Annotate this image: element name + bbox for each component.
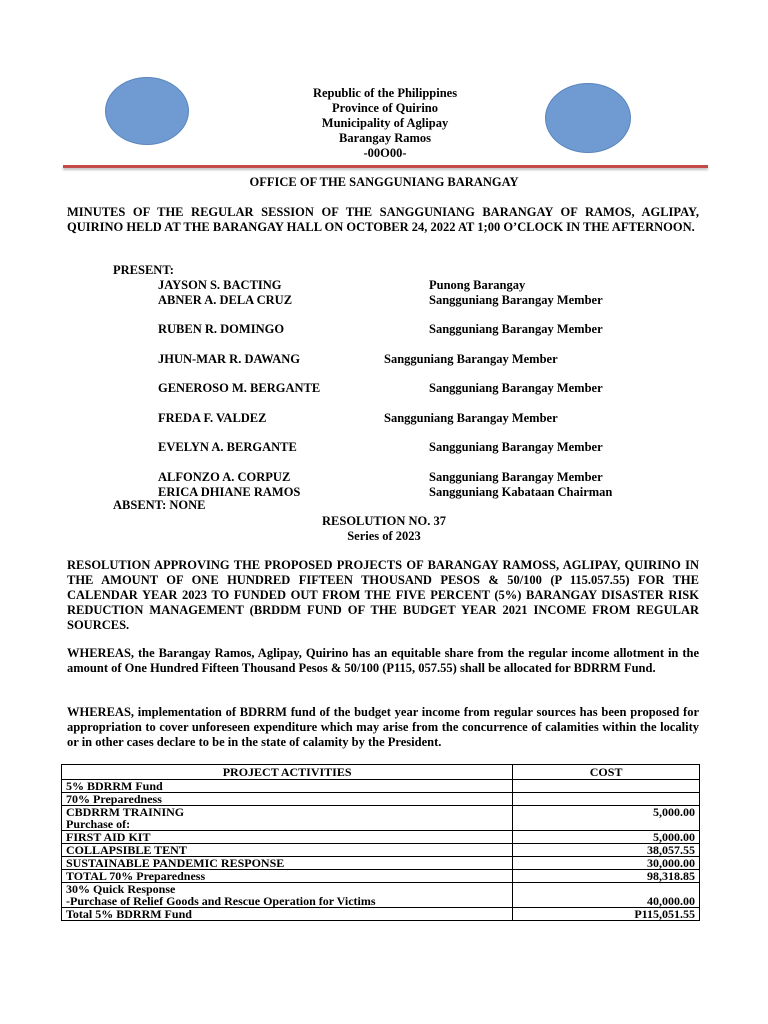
whereas-paragraph-2: WHEREAS, implementation of BDRRM fund of the budget year income from regular sources has been proposed for appropriation to cover unforeseen expenditure which may arise from the concurrence of calamities within the locality or in other cases declare to be in the state of calamity by the President.	[67, 705, 699, 749]
activity-cell: TOTAL 70% Preparedness	[62, 870, 513, 883]
table-row	[62, 844, 700, 857]
attendee-name: FREDA F. VALDEZ	[158, 411, 267, 425]
cost-cell: 5,000.00	[513, 831, 700, 844]
activity-cell: CBDRRM TRAINING Purchase of:	[62, 806, 513, 831]
activity-cell: SUSTAINABLE PANDEMIC RESPONSE	[62, 857, 513, 870]
header-divider	[63, 165, 708, 168]
resolution-paragraph: RESOLUTION APPROVING THE PROPOSED PROJECTS OF BARANGAY RAMOSS, AGLIPAY, QUIRINO IN THE AMOUNT OF ONE HUNDRED FIFTEEN THOUSAND PESOS & 50/100 (P 115.057.55) FOR THE CALENDAR YEAR 2023 TO FUNDED OUT FROM THE FIVE PERCENT (5%) BARANGAY DISASTER RISK REDUCTION MANAGEMENT (BRDDM FUND OF THE BUDGET YEAR 2021 INCOME FROM REGULAR SOURCES.	[67, 558, 699, 632]
activity-cell: COLLAPSIBLE TENT	[62, 844, 513, 857]
resolution-series: Series of 2023	[347, 529, 421, 543]
right-seal-logo	[545, 83, 631, 153]
attendee-role: Sangguniang Barangay Member	[429, 440, 603, 454]
letterhead-line: Barangay Ramos	[338, 131, 432, 145]
attendee-role: Punong Barangay	[429, 278, 526, 292]
table-row	[62, 831, 700, 844]
cost-cell: 38,057.55	[513, 844, 700, 857]
cost-cell: 40,000.00	[513, 883, 700, 908]
attendee-role: Sangguniang Barangay Member	[429, 470, 603, 484]
table-row	[62, 883, 700, 908]
absent-label: ABSENT: NONE	[113, 498, 206, 512]
present-label: PRESENT:	[113, 263, 174, 277]
resolution-number: RESOLUTION NO. 37	[322, 514, 446, 528]
attendee-name: RUBEN R. DOMINGO	[158, 322, 285, 336]
column-header-activities: PROJECT ACTIVITIES	[62, 765, 513, 780]
attendee-role: Sangguniang Barangay Member	[384, 411, 558, 425]
activity-cell: Total 5% BDRRM Fund	[62, 908, 513, 921]
table-row	[62, 793, 700, 806]
cost-cell	[513, 780, 700, 793]
attendee-name: ALFONZO A. CORPUZ	[158, 470, 291, 484]
cost-cell	[513, 793, 700, 806]
attendee-role: Sangguniang Barangay Member	[429, 381, 603, 395]
attendee-name: EVELYN A. BERGANTE	[158, 440, 297, 454]
attendee-role: Sangguniang Barangay Member	[384, 352, 558, 366]
attendee-name: JAYSON S. BACTING	[158, 278, 282, 292]
letterhead-line: Municipality of Aglipay	[321, 116, 449, 130]
table-row	[62, 806, 700, 831]
cost-cell: 5,000.00	[513, 806, 700, 831]
table-row	[62, 870, 700, 883]
attendee-name: JHUN-MAR R. DAWANG	[158, 352, 301, 366]
cost-cell: 98,318.85	[513, 870, 700, 883]
whereas-paragraph-1: WHEREAS, the Barangay Ramos, Aglipay, Quirino has an equitable share from the regular income allotment in the amount of One Hundred Fifteen Thousand Pesos & 50/100 (P115, 057.55) shall be allocated for BDRRM Fund.	[67, 646, 699, 675]
column-header-cost: COST	[513, 765, 700, 780]
attendee-role: Sangguniang Kabataan Chairman	[429, 485, 613, 499]
attendee-role: Sangguniang Barangay Member	[429, 322, 603, 336]
office-title: OFFICE OF THE SANGGUNIANG BARANGAY	[249, 175, 519, 189]
attendee-name: ERICA DHIANE RAMOS	[158, 485, 301, 499]
letterhead	[230, 86, 540, 161]
left-seal-logo	[105, 77, 189, 145]
activity-cell: 30% Quick Response -Purchase of Relief Goods and Rescue Operation for Victims	[62, 883, 513, 908]
table-row	[62, 857, 700, 870]
attendee-role: Sangguniang Barangay Member	[429, 293, 603, 307]
letterhead-line: -00O00-	[363, 146, 407, 160]
attendee-name: ABNER A. DELA CRUZ	[158, 293, 293, 307]
cost-cell: 30,000.00	[513, 857, 700, 870]
attendee-name: GENEROSO M. BERGANTE	[158, 381, 321, 395]
activity-cell: FIRST AID KIT	[62, 831, 513, 844]
cost-cell: P115,051.55	[513, 908, 700, 921]
table-header-row	[62, 765, 700, 780]
letterhead-line: Republic of the Philippines	[312, 86, 458, 100]
letterhead-line: Province of Quirino	[331, 101, 438, 115]
table-row	[62, 908, 700, 921]
table-row	[62, 780, 700, 793]
activity-cell: 5% BDRRM Fund	[62, 780, 513, 793]
minutes-paragraph: MINUTES OF THE REGULAR SESSION OF THE SANGGUNIANG BARANGAY OF RAMOS, AGLIPAY, QUIRINO HELD AT THE BARANGAY HALL ON OCTOBER 24, 2022 AT 1;00 O’CLOCK IN THE AFTERNOON.	[67, 205, 699, 234]
project-activities-table	[61, 764, 700, 921]
activity-cell: 70% Preparedness	[62, 793, 513, 806]
